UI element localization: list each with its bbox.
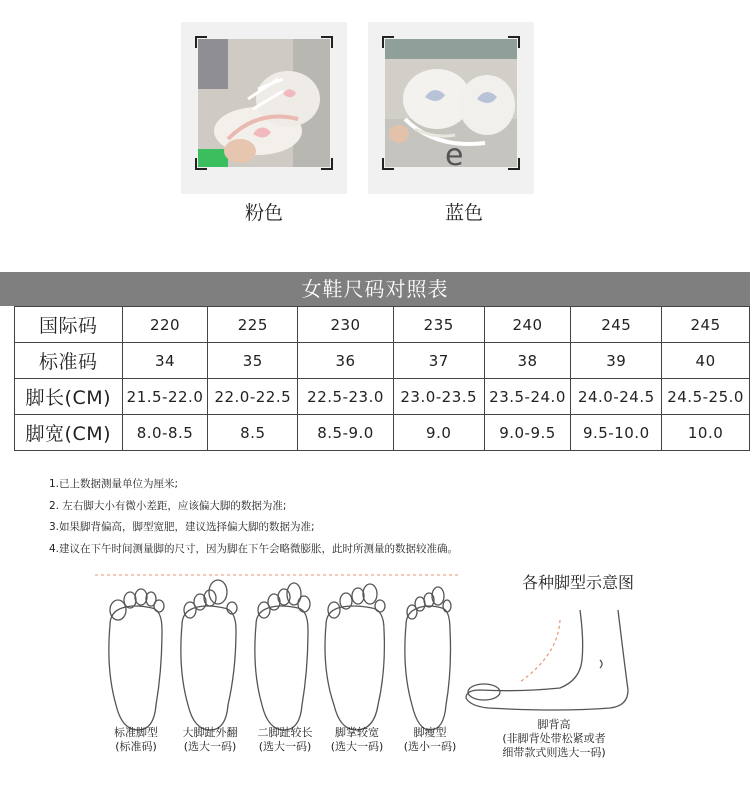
note-line: 4.建议在下午时间测量脚的尺寸，因为脚在下午会略微膨胀，此时所测量的数据较准确。: [49, 542, 459, 555]
size-table: [14, 306, 750, 451]
table-cell: 245: [662, 307, 750, 343]
frame-corner: [382, 158, 394, 170]
foot-type-advice: (选大一码): [330, 740, 384, 753]
foot-type-advice: (选大一码): [258, 740, 312, 753]
table-cell: 38: [484, 343, 571, 379]
table-row: [15, 343, 750, 379]
wide-foot-icon: [325, 584, 385, 730]
table-row: [15, 307, 750, 343]
table-cell: 39: [571, 343, 662, 379]
frame-corner: [195, 36, 207, 48]
pink-shoe-photo: [198, 39, 330, 167]
table-cell: 22.0-22.5: [208, 379, 298, 415]
foot-label: [106, 726, 166, 754]
table-cell: 235: [393, 307, 484, 343]
foot-type-advice: (选小一码): [403, 740, 457, 753]
table-cell: 37: [393, 343, 484, 379]
row-header: 国际码: [15, 307, 123, 343]
size-table-title: 女鞋尺码对照表: [0, 272, 750, 306]
row-header: 标准码: [15, 343, 123, 379]
table-cell: 240: [484, 307, 571, 343]
frame-corner: [508, 158, 520, 170]
bunion-foot-icon: [181, 580, 237, 730]
table-cell: 24.5-25.0: [662, 379, 750, 415]
table-cell: 35: [208, 343, 298, 379]
foot-type-name: 标准脚型: [114, 726, 158, 739]
foot-label: [326, 726, 388, 754]
table-cell: 8.5: [208, 415, 298, 451]
frame-corner: [321, 36, 333, 48]
slim-foot-icon: [405, 587, 451, 730]
pink-shoe-card[interactable]: [181, 22, 347, 194]
row-header: 脚长(CM): [15, 379, 123, 415]
table-cell: 23.5-24.0: [484, 379, 571, 415]
foot-type-advice: (选大一码): [183, 740, 237, 753]
pink-color-label[interactable]: 粉色: [244, 202, 283, 224]
standard-foot-icon: [109, 589, 164, 730]
table-cell: 36: [298, 343, 394, 379]
instep-highlight-line: [520, 620, 560, 682]
foot-type-name: 二脚趾较长: [257, 726, 313, 739]
table-cell: 34: [122, 343, 208, 379]
note-line: 3.如果脚背偏高，脚型宽肥，建议选择偏大脚的数据为准;: [49, 521, 315, 533]
table-cell: 24.0-24.5: [571, 379, 662, 415]
frame-corner: [321, 158, 333, 170]
table-cell: 8.5-9.0: [298, 415, 394, 451]
high-instep-foot-icon: [466, 610, 628, 710]
table-cell: 230: [298, 307, 394, 343]
frame-corner: [508, 36, 520, 48]
note-line: 1.已上数据测量单位为厘米;: [49, 478, 179, 490]
foot-type-advice: (非脚背处带松紧或者: [502, 732, 606, 745]
foot-type-name: 脚掌较宽: [335, 726, 379, 739]
frame-corner: [195, 158, 207, 170]
svg-text:e: e: [445, 138, 464, 167]
note-line: 2. 左右脚大小有微小差距，应该偏大脚的数据为准;: [49, 499, 287, 512]
table-cell: 9.5-10.0: [571, 415, 662, 451]
measurement-notes: [49, 474, 458, 560]
long-second-toe-foot-icon: [255, 583, 310, 730]
table-cell: 245: [571, 307, 662, 343]
foot-type-advice: (标准码): [115, 740, 157, 753]
table-cell: 220: [122, 307, 208, 343]
row-header: 脚宽(CM): [15, 415, 123, 451]
high-instep-label: [484, 718, 624, 760]
foot-type-diagram: [0, 560, 750, 794]
table-cell: 8.0-8.5: [122, 415, 208, 451]
table-cell: 21.5-22.0: [122, 379, 208, 415]
table-cell: 10.0: [662, 415, 750, 451]
table-cell: 23.0-23.5: [393, 379, 484, 415]
foot-type-name: 脚瘦型: [413, 726, 447, 739]
foot-type-advice: 细带款式则选大一码): [502, 746, 606, 759]
blue-shoe-photo: [385, 39, 517, 167]
table-row: [15, 379, 750, 415]
foot-label: [176, 726, 244, 754]
foot-type-name: 脚背高: [537, 718, 571, 731]
foot-label: [250, 726, 320, 754]
table-cell: 9.0-9.5: [484, 415, 571, 451]
table-cell: 9.0: [393, 415, 484, 451]
blue-color-label[interactable]: 蓝色: [444, 202, 483, 224]
foot-label: [398, 726, 462, 754]
table-cell: 225: [208, 307, 298, 343]
table-row: [15, 415, 750, 451]
foot-type-name: 大脚趾外翻: [182, 726, 238, 739]
frame-corner: [382, 36, 394, 48]
table-cell: 22.5-23.0: [298, 379, 394, 415]
diagram-title: 各种脚型示意图: [522, 573, 635, 592]
table-cell: 40: [662, 343, 750, 379]
blue-shoe-card[interactable]: [368, 22, 534, 194]
